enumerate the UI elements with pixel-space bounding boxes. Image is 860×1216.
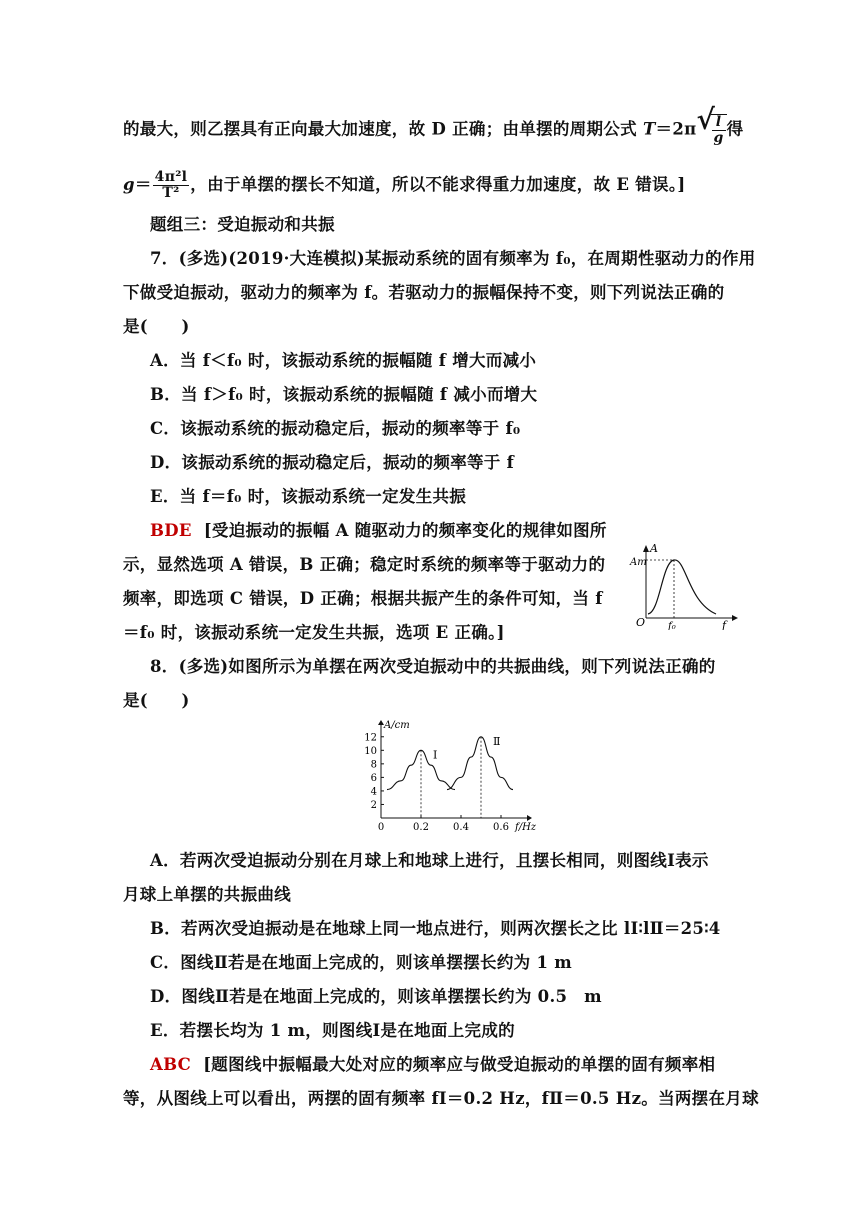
- frac-num: l: [712, 115, 726, 131]
- y-tick-label: 2: [370, 799, 377, 811]
- q8-explain-line1: [150, 1054, 715, 1076]
- q7-answer: BDE: [150, 521, 192, 540]
- q8-option-b: B．若两次受迫振动是在地球上同一地点进行，则两次摆长之比 lⅠ∶lⅡ＝25∶4: [150, 919, 721, 938]
- x-axis-arrow-icon: [527, 815, 532, 821]
- q7-option-d: D．该振动系统的振动稳定后，振动的频率等于 f: [150, 453, 515, 472]
- text: [受迫振动的振幅 A 随驱动力的频率变化的规律如图所: [203, 521, 607, 540]
- q7-explain-line2: 示，显然选项 A 错误，B 正确；稳定时系统的频率等于驱动力的: [123, 555, 606, 574]
- q8-explain-line2: 等，从图线上可以看出，两摆的固有频率 fⅠ＝0.2 Hz，fⅡ＝0.5 Hz。当两摆在月球: [123, 1089, 759, 1108]
- x-tick-label: 0.2: [413, 822, 429, 833]
- frac-den: g: [713, 130, 724, 146]
- frac-den: T²: [162, 185, 180, 201]
- q8-answer: ABC: [150, 1055, 192, 1074]
- y-tick-label: 6: [370, 772, 377, 784]
- q8-option-d: D．图线Ⅱ若是在地面上完成的，则该单摆摆长约为 0.5 m: [150, 987, 602, 1006]
- q7-resonance-figure: [628, 540, 738, 630]
- label-am: Am: [630, 557, 647, 568]
- q7-stem-line1: 7．(多选)(2019·大连模拟)某振动系统的固有频率为 f₀，在周期性驱动力的作用: [150, 249, 756, 268]
- label-f0: f₀: [668, 621, 676, 630]
- q7-option-e: E．当 f＝f₀ 时，该振动系统一定发生共振: [150, 487, 467, 506]
- series-2-curve: [447, 734, 513, 790]
- symbol-g: g: [123, 175, 135, 194]
- section-title: 题组三：受迫振动和共振: [150, 215, 335, 234]
- text: ＝2π: [655, 119, 697, 139]
- text: [题图线中振幅最大处对应的频率应与做受迫振动的单摆的固有频率相: [203, 1055, 716, 1074]
- q8-option-a-cont: 月球上单摆的共振曲线: [123, 885, 291, 904]
- q7-option-a: A．当 f＜f₀ 时，该振动系统的振幅随 f 增大而减小: [150, 351, 537, 370]
- label-f: f: [722, 619, 727, 630]
- prev-answer-line1: [123, 103, 744, 146]
- resonance-curve: [648, 560, 716, 614]
- q8-option-c: C．图线Ⅱ若是在地面上完成的，则该单摆摆长约为 1 m: [150, 953, 573, 972]
- symbol-T: T: [642, 119, 656, 139]
- x-axis-label: f/Hz: [515, 822, 536, 833]
- prev-answer-line2: [123, 170, 686, 201]
- y-tick-label: 10: [364, 745, 377, 757]
- y-tick-label: 8: [370, 759, 377, 771]
- q7-explain-line3: 频率，即选项 C 错误，D 正确；根据共振产生的条件可知，当 f: [123, 589, 603, 608]
- label-a: A: [650, 542, 658, 555]
- q7-explain-line1: [150, 520, 607, 542]
- y-tick-label: 12: [364, 732, 377, 744]
- x-tick-label: 0: [377, 822, 385, 833]
- q8-stem-line2: 是( ): [123, 691, 190, 710]
- x-tick-label: 0.4: [453, 822, 469, 833]
- series-2-label: Ⅱ: [493, 734, 501, 748]
- q7-option-b: B．当 f＞f₀ 时，该振动系统的振幅随 f 减小而增大: [150, 385, 538, 404]
- x-axis-arrow-icon: [732, 615, 738, 621]
- text: 得: [726, 119, 744, 139]
- q7-stem-line2: 下做受迫振动，驱动力的频率为 f。若驱动力的振幅保持不变，则下列说法正确的: [123, 283, 725, 302]
- q8-option-a: A．若两次受迫振动分别在月球上和地球上进行，且摆长相同，则图线Ⅰ表示: [150, 851, 709, 870]
- fraction: [153, 170, 190, 201]
- y-axis-label: A/cm: [384, 720, 410, 731]
- q8-resonance-chart: [356, 718, 536, 838]
- q8-stem-line1: 8．(多选)如图所示为单摆在两次受迫振动中的共振曲线，则下列说法正确的: [150, 657, 716, 676]
- y-axis-arrow-icon: [643, 545, 649, 552]
- q7-explain-line4: ＝f₀ 时，该振动系统一定发生共振，选项 E 正确。]: [123, 623, 505, 642]
- q7-option-c: C．该振动系统的振动稳定后，振动的频率等于 f₀: [150, 419, 521, 438]
- text: ，由于单摆的摆长不知道，所以不能求得重力加速度，故 E 错误。]: [190, 175, 686, 194]
- text: 的最大，则乙摆具有正向最大加速度，故 D 正确；由单摆的周期公式: [123, 119, 643, 139]
- y-tick-label: 4: [370, 786, 377, 798]
- series-1-label: Ⅰ: [433, 748, 438, 762]
- frac-num: 4π²l: [154, 169, 188, 185]
- q8-option-e: E．若摆长均为 1 m，则图线Ⅰ是在地面上完成的: [150, 1021, 515, 1040]
- text: ＝: [134, 175, 152, 194]
- q7-stem-line3: 是( ): [123, 317, 190, 336]
- x-tick-label: 0.6: [493, 822, 509, 833]
- sqrt-expression: √ $\frac{l}{g}$: [697, 114, 727, 146]
- label-o: O: [636, 616, 646, 629]
